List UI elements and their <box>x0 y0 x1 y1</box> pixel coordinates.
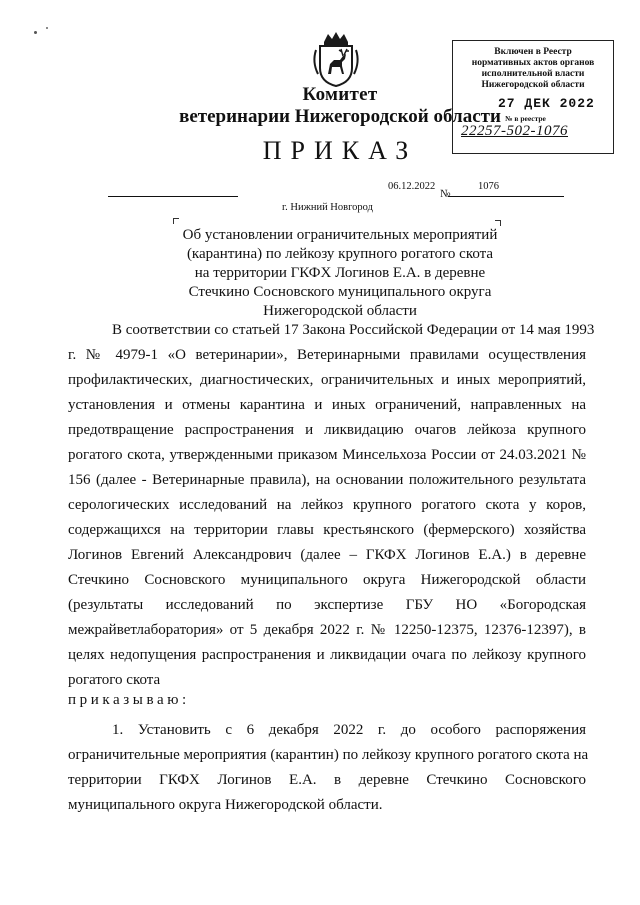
city: г. Нижний Новгород <box>282 202 373 213</box>
body-line: рогатого скота, утвержденными приказом Минсельхоза России от 24.03.2021 № <box>68 447 586 463</box>
stamp-line: исполнительной власти <box>481 69 585 79</box>
stamp-line: Включен в Реестр <box>494 47 572 57</box>
body-line: г. № 4979-1 «О ветеринарии», Ветеринарными правилами осуществления <box>68 347 586 363</box>
date-underline <box>108 196 238 197</box>
order-number: 1076 <box>478 181 499 192</box>
org-name-line2: ветеринарии Нижегородской области <box>179 106 501 127</box>
stamp-reg-label: № в реестре <box>505 114 546 123</box>
coat-of-arms-deer-icon <box>310 30 362 88</box>
item-line: муниципального округа Нижегородской области. <box>68 797 383 813</box>
stamp-line: Нижегородской области <box>481 80 585 90</box>
item-line: ограничительные мероприятия (карантин) по лейкозу крупного рогатого скота на <box>68 747 589 763</box>
stamp-reg-number: 22257-502-1076 <box>461 123 568 139</box>
order-subject <box>170 226 510 321</box>
body-line: установления и отмены карантина и иных ограничений, направленных на <box>68 397 586 413</box>
stamp-line: нормативных актов органов <box>471 58 595 68</box>
scan-speck <box>34 31 37 34</box>
scan-speck <box>46 27 48 29</box>
body-line: межрайветлаборатория» от 5 декабря 2022 г. № 12250-12375, 12376-12397), в <box>68 622 586 638</box>
registry-stamp <box>452 40 614 154</box>
corner-bracket-left <box>173 218 179 224</box>
body-line: серологических исследований на лейкоз крупного рогатого скота у коров, <box>68 497 586 513</box>
subject-line: Нижегородской области <box>263 303 417 319</box>
body-line: содержащихся на территории главы крестьянского (фермерского) хозяйства <box>68 522 586 538</box>
item-line: территории ГКФХ Логинов Е.А. в деревне Стечкино Сосновского <box>68 772 586 788</box>
body-line: профилактических, диагностических, ограничительных и иных мероприятий, <box>68 372 586 388</box>
subject-line: (карантина) по лейкозу крупного рогатого скота <box>186 246 494 262</box>
subject-line: Об установлении ограничительных мероприятий <box>182 227 498 243</box>
subject-line: Стечкино Сосновского муниципального округа <box>188 284 492 300</box>
decree-word: приказываю: <box>68 692 190 708</box>
item-line: 1. Установить с 6 декабря 2022 г. до особого распоряжения <box>112 722 586 738</box>
subject-line: на территории ГКФХ Логинов Е.А. в деревне <box>194 265 486 281</box>
number-sign: № <box>440 188 451 200</box>
stamp-date: 27 ДЕК 2022 <box>498 96 595 111</box>
document-title: ПРИКАЗ <box>262 136 418 165</box>
body-line: Логинов Евгений Александрович (далее – ГКФХ Логинов Е.А.) в деревне <box>68 547 586 563</box>
order-date: 06.12.2022 <box>388 181 436 192</box>
number-underline <box>448 196 564 197</box>
body-line: целях недопущения распространения и ликвидации очага по лейкозу крупного <box>68 647 586 663</box>
body-line: 156 (далее - Ветеринарные правила), на основании положительного результата <box>68 472 586 488</box>
body-line: Стечкино Сосновского муниципального округа Нижегородской области <box>68 572 586 588</box>
body-line: (результаты исследований по экспертизе ГБУ НО «Богородская <box>68 597 586 613</box>
body-line: предотвращение распространения и ликвидацию очагов лейкоза крупного <box>68 422 586 438</box>
body-line: рогатого скота <box>68 672 161 688</box>
body-line: В соответствии со статьей 17 Закона Российской Федерации от 14 мая 1993 <box>112 322 595 338</box>
org-name-line1: Комитет <box>302 84 378 105</box>
